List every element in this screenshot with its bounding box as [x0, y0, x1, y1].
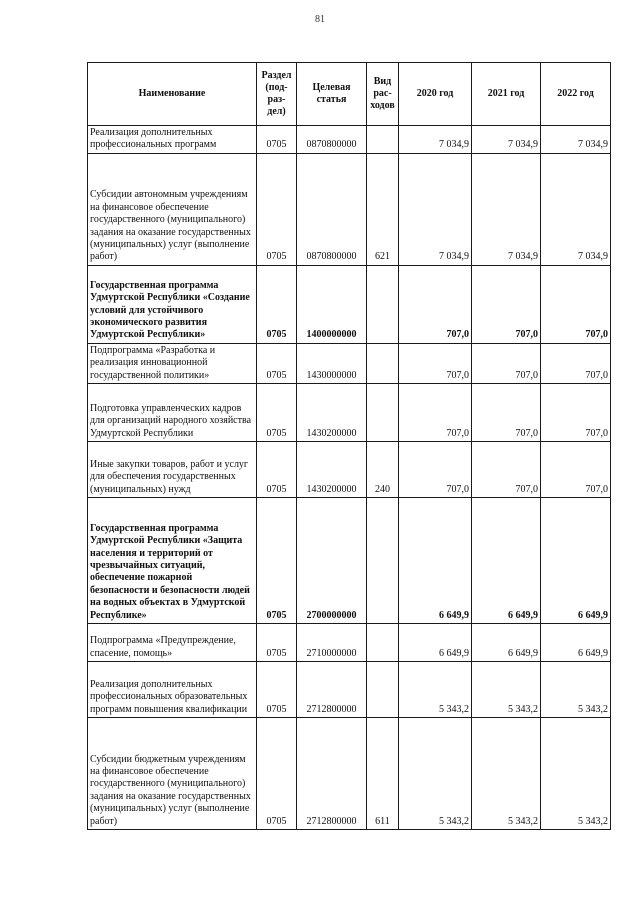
row-value-2021: 6 649,9 — [472, 498, 541, 624]
row-section: 0705 — [257, 153, 297, 265]
row-value-2020: 707,0 — [399, 265, 472, 343]
page-number: 81 — [315, 14, 325, 25]
row-value-2021: 6 649,9 — [472, 624, 541, 662]
budget-table — [87, 62, 611, 830]
row-value-2020: 6 649,9 — [399, 498, 472, 624]
row-value-2021: 707,0 — [472, 384, 541, 442]
table-row — [88, 498, 611, 624]
row-target-article: 2712800000 — [297, 662, 367, 718]
row-expense-type — [367, 343, 399, 383]
row-name: Субсидии бюджетным учреждениям на финансовое обеспечение государственного (муниципального) задания на оказание государственных (муниципальных) услуг (выполнение работ) — [88, 718, 257, 830]
header-name: Наименование — [88, 63, 257, 126]
header-2021: 2021 год — [472, 63, 541, 126]
row-value-2021: 5 343,2 — [472, 662, 541, 718]
row-value-2022: 707,0 — [541, 442, 611, 498]
table-header-row — [88, 63, 611, 126]
row-expense-type — [367, 384, 399, 442]
row-section: 0705 — [257, 265, 297, 343]
row-section: 0705 — [257, 442, 297, 498]
table-body — [88, 126, 611, 830]
row-target-article: 0870800000 — [297, 153, 367, 265]
row-value-2022: 707,0 — [541, 384, 611, 442]
row-name: Государственная программа Удмуртской Республики «Создание условий для устойчивого экономического развития Удмуртской Республики» — [88, 265, 257, 343]
table-row — [88, 662, 611, 718]
row-target-article: 2700000000 — [297, 498, 367, 624]
row-value-2021: 707,0 — [472, 343, 541, 383]
row-expense-type: 621 — [367, 153, 399, 265]
row-section: 0705 — [257, 343, 297, 383]
row-name: Подпрограмма «Разработка и реализация инновационной государственной политики» — [88, 343, 257, 383]
row-value-2021: 5 343,2 — [472, 718, 541, 830]
row-value-2020: 7 034,9 — [399, 126, 472, 154]
table-row — [88, 624, 611, 662]
header-2022: 2022 год — [541, 63, 611, 126]
row-name: Подготовка управленческих кадров для организаций народного хозяйства Удмуртской Республики — [88, 384, 257, 442]
header-2020: 2020 год — [399, 63, 472, 126]
row-expense-type — [367, 498, 399, 624]
row-value-2021: 707,0 — [472, 265, 541, 343]
row-expense-type — [367, 126, 399, 154]
row-value-2021: 7 034,9 — [472, 153, 541, 265]
row-expense-type — [367, 265, 399, 343]
row-target-article: 1400000000 — [297, 265, 367, 343]
row-value-2020: 7 034,9 — [399, 153, 472, 265]
row-name: Государственная программа Удмуртской Республики «Защита населения и территорий от чрезвычайных ситуаций, обеспечение пожарной безопасности и безопасности людей на водных объектах в Удмуртской Республике» — [88, 498, 257, 624]
row-value-2020: 707,0 — [399, 343, 472, 383]
row-name: Иные закупки товаров, работ и услуг для обеспечения государственных (муниципальных) нужд — [88, 442, 257, 498]
row-value-2022: 6 649,9 — [541, 498, 611, 624]
row-value-2020: 707,0 — [399, 384, 472, 442]
row-value-2020: 5 343,2 — [399, 662, 472, 718]
row-expense-type: 611 — [367, 718, 399, 830]
row-target-article: 1430200000 — [297, 384, 367, 442]
row-value-2020: 5 343,2 — [399, 718, 472, 830]
row-value-2022: 5 343,2 — [541, 718, 611, 830]
row-value-2021: 707,0 — [472, 442, 541, 498]
row-expense-type — [367, 624, 399, 662]
row-section: 0705 — [257, 718, 297, 830]
row-expense-type: 240 — [367, 442, 399, 498]
row-section: 0705 — [257, 384, 297, 442]
row-value-2022: 7 034,9 — [541, 153, 611, 265]
row-value-2022: 707,0 — [541, 265, 611, 343]
table-row — [88, 126, 611, 154]
row-value-2022: 707,0 — [541, 343, 611, 383]
table-row — [88, 442, 611, 498]
row-section: 0705 — [257, 498, 297, 624]
row-target-article: 0870800000 — [297, 126, 367, 154]
row-value-2020: 6 649,9 — [399, 624, 472, 662]
table-row — [88, 265, 611, 343]
row-name: Субсидии автономным учреждениям на финансовое обеспечение государственного (муниципального) задания на оказание государственных (муниципальных) услуг (выполнение работ) — [88, 153, 257, 265]
row-value-2021: 7 034,9 — [472, 126, 541, 154]
row-name: Подпрограмма «Предупреждение, спасение, помощь» — [88, 624, 257, 662]
table-row — [88, 718, 611, 830]
row-value-2022: 6 649,9 — [541, 624, 611, 662]
row-name: Реализация дополнительных профессиональных образовательных программ повышения квалификации — [88, 662, 257, 718]
row-target-article: 1430200000 — [297, 442, 367, 498]
header-expense-type: Вид рас-ходов — [367, 63, 399, 126]
row-target-article: 1430000000 — [297, 343, 367, 383]
row-value-2022: 5 343,2 — [541, 662, 611, 718]
row-expense-type — [367, 662, 399, 718]
row-name: Реализация дополнительных профессиональных программ — [88, 126, 257, 154]
table-row — [88, 153, 611, 265]
row-value-2020: 707,0 — [399, 442, 472, 498]
table-row — [88, 384, 611, 442]
header-section: Раздел (под-раз-дел) — [257, 63, 297, 126]
row-section: 0705 — [257, 126, 297, 154]
table-row — [88, 343, 611, 383]
row-section: 0705 — [257, 624, 297, 662]
row-target-article: 2710000000 — [297, 624, 367, 662]
header-target-article: Целевая статья — [297, 63, 367, 126]
row-value-2022: 7 034,9 — [541, 126, 611, 154]
row-target-article: 2712800000 — [297, 718, 367, 830]
row-section: 0705 — [257, 662, 297, 718]
